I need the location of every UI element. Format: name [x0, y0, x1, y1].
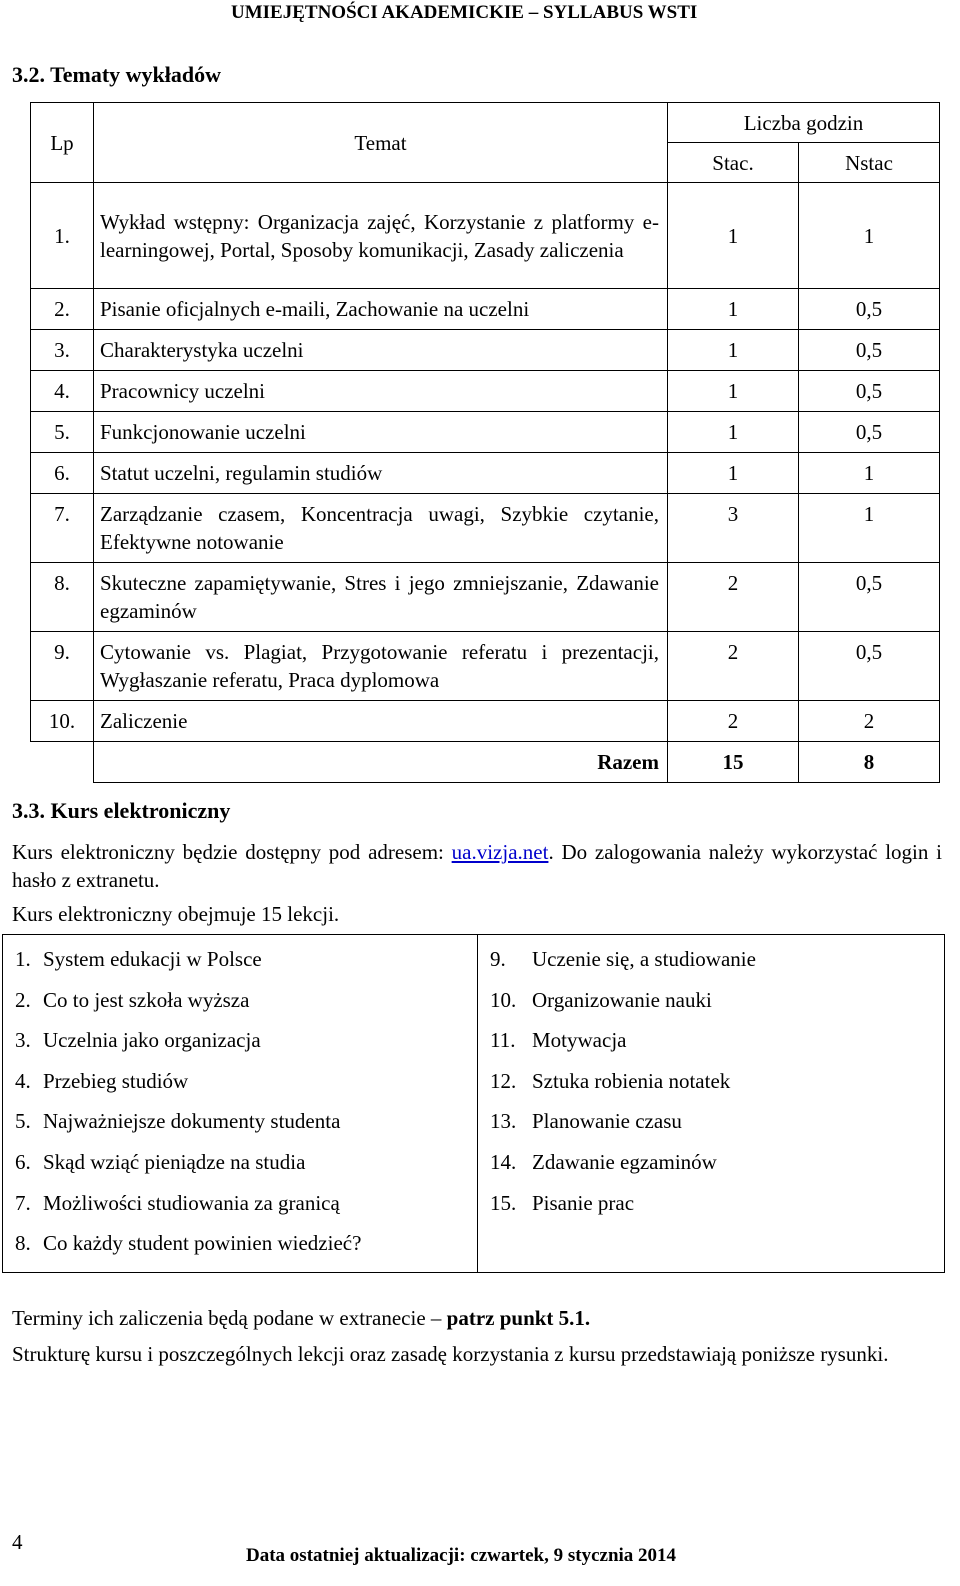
page-header: UMIEJĘTNOŚCI AKADEMICKIE – SYLLABUS WSTI — [231, 2, 698, 23]
section-title-lectures: 3.2. Tematy wykładów — [12, 62, 222, 87]
row-lp: 6. — [31, 453, 94, 494]
table-header-row — [31, 103, 940, 143]
section-title-course: 3.3. Kurs elektroniczny — [12, 798, 231, 823]
list-item — [3, 1231, 477, 1272]
lesson-number: 6. — [15, 1149, 31, 1174]
list-item — [3, 947, 477, 988]
row-stac: 1 — [668, 453, 799, 494]
closing-reference: patrz punkt 5.1. — [446, 1306, 591, 1330]
row-topic: Cytowanie vs. Plagiat, Przygotowanie referatu i prezentacji, Wygłaszanie referatu, Praca dyplomowa — [94, 632, 668, 701]
row-lp: 2. — [31, 289, 94, 330]
row-topic: Zarządzanie czasem, Koncentracja uwagi, Szybkie czytanie, Efektywne notowanie — [94, 494, 668, 563]
lesson-number: 4. — [15, 1068, 31, 1093]
list-item — [478, 988, 944, 1029]
row-nstac: 0,5 — [799, 412, 940, 453]
row-nstac: 0,5 — [799, 563, 940, 632]
lesson-number: 7. — [15, 1190, 31, 1215]
lesson-title: Możliwości studiowania za granicą — [43, 1190, 340, 1215]
closing-paragraph-2: Strukturę kursu i poszczególnych lekcji oraz zasadę korzystania z kursu przedstawiają poniższe rysunki. — [12, 1342, 889, 1366]
lesson-title: Co każdy student powinien wiedzieć? — [43, 1231, 362, 1256]
lesson-number: 8. — [15, 1231, 31, 1256]
lesson-title: Sztuka robienia notatek — [532, 1068, 731, 1093]
row-lp: 4. — [31, 371, 94, 412]
row-nstac: 1 — [799, 453, 940, 494]
list-item — [3, 1191, 477, 1232]
row-lp: 7. — [31, 494, 94, 563]
row-stac: 3 — [668, 494, 799, 563]
row-topic: Wykład wstępny: Organizacja zajęć, Korzystanie z platformy e-learningowej, Portal, Sposoby komunikacji, Zasady zaliczenia — [94, 183, 668, 289]
lesson-title: Skąd wziąć pieniądze na studia — [43, 1149, 306, 1174]
row-stac: 1 — [668, 330, 799, 371]
list-item — [478, 1028, 944, 1069]
table-row — [31, 494, 940, 563]
table-row — [31, 330, 940, 371]
row-stac: 1 — [668, 371, 799, 412]
row-stac: 1 — [668, 412, 799, 453]
list-item — [478, 1150, 944, 1191]
list-item — [3, 1028, 477, 1069]
row-lp: 9. — [31, 632, 94, 701]
row-stac: 2 — [668, 632, 799, 701]
row-nstac: 1 — [799, 494, 940, 563]
course-paragraph — [12, 838, 942, 894]
course-text-start: Kurs elektroniczny będzie dostępny pod adresem: — [12, 840, 452, 864]
total-label: Razem — [94, 742, 668, 783]
course-lesson-count: Kurs elektroniczny obejmuje 15 lekcji. — [12, 902, 340, 926]
lesson-number: 1. — [15, 947, 31, 971]
row-lp: 3. — [31, 330, 94, 371]
table-row — [31, 289, 940, 330]
list-item — [3, 1069, 477, 1110]
lessons-right-column — [478, 935, 945, 1273]
row-lp: 10. — [31, 701, 94, 742]
row-lp: 5. — [31, 412, 94, 453]
lesson-title: Planowanie czasu — [532, 1109, 682, 1134]
lesson-number: 3. — [15, 1028, 31, 1053]
row-lp: 1. — [31, 183, 94, 289]
lessons-left-column — [3, 935, 478, 1273]
lesson-number: 15. — [490, 1190, 517, 1215]
column-header-topic: Temat — [94, 103, 668, 183]
column-header-nstac: Nstac — [799, 143, 940, 183]
table-row — [31, 632, 940, 701]
lesson-number: 11. — [490, 1028, 516, 1053]
row-topic: Zaliczenie — [94, 701, 668, 742]
course-text-end: . Do zalogowania należy wykorzystać login i hasło z extranetu. — [12, 840, 942, 892]
table-row — [31, 453, 940, 494]
row-lp: 8. — [31, 563, 94, 632]
row-nstac: 1 — [799, 183, 940, 289]
lesson-number: 5. — [15, 1109, 31, 1134]
lesson-number: 2. — [15, 987, 31, 1012]
lesson-title: Motywacja — [532, 1028, 627, 1053]
row-stac: 1 — [668, 289, 799, 330]
lesson-title: Najważniejsze dokumenty studenta — [43, 1109, 341, 1134]
row-stac: 1 — [668, 183, 799, 289]
lectures-table — [30, 102, 940, 783]
course-url-link[interactable]: ua.vizja.net — [451, 840, 549, 864]
lesson-number: 13. — [490, 1109, 517, 1134]
lesson-title: Uczenie się, a studiowanie — [532, 947, 756, 971]
lesson-title: Uczelnia jako organizacja — [43, 1028, 261, 1053]
list-item — [478, 1191, 944, 1232]
column-header-stac: Stac. — [668, 143, 799, 183]
row-topic: Statut uczelni, regulamin studiów — [94, 453, 668, 494]
column-header-hours: Liczba godzin — [668, 103, 940, 143]
row-topic: Pracownicy uczelni — [94, 371, 668, 412]
total-stac: 15 — [668, 742, 799, 783]
page-number: 4 — [12, 1530, 23, 1554]
lessons-table — [2, 934, 945, 1273]
lesson-title: Co to jest szkoła wyższa — [43, 987, 250, 1012]
row-nstac: 2 — [799, 701, 940, 742]
total-spacer — [31, 742, 94, 783]
list-item — [478, 1109, 944, 1150]
lesson-title: Pisanie prac — [532, 1190, 635, 1215]
list-item — [3, 1150, 477, 1191]
closing-paragraph-1 — [12, 1304, 590, 1332]
lesson-number: 10. — [490, 987, 517, 1012]
lesson-number: 12. — [490, 1068, 517, 1093]
list-item — [478, 1069, 944, 1110]
lesson-number: 9. — [490, 947, 506, 971]
row-nstac: 0,5 — [799, 330, 940, 371]
lesson-title: System edukacji w Polsce — [43, 947, 262, 971]
table-row — [31, 701, 940, 742]
row-stac: 2 — [668, 701, 799, 742]
table-row — [31, 371, 940, 412]
lesson-title: Organizowanie nauki — [532, 987, 712, 1012]
lesson-title: Zdawanie egzaminów — [532, 1149, 717, 1174]
list-item — [3, 1109, 477, 1150]
closing-text: Terminy ich zaliczenia będą podane w extranecie – — [12, 1306, 447, 1330]
row-nstac: 0,5 — [799, 371, 940, 412]
list-item — [478, 947, 944, 988]
row-nstac: 0,5 — [799, 289, 940, 330]
row-topic: Pisanie oficjalnych e-maili, Zachowanie na uczelni — [94, 289, 668, 330]
row-topic: Charakterystyka uczelni — [94, 330, 668, 371]
table-row — [31, 412, 940, 453]
table-row — [31, 183, 940, 289]
table-row — [31, 563, 940, 632]
column-header-lp: Lp — [31, 103, 94, 183]
list-item — [3, 988, 477, 1029]
lesson-number: 14. — [490, 1149, 517, 1174]
total-nstac: 8 — [799, 742, 940, 783]
table-total-row — [31, 742, 940, 783]
last-updated: Data ostatniej aktualizacji: czwartek, 9 stycznia 2014 — [246, 1545, 677, 1566]
lesson-title: Przebieg studiów — [43, 1068, 189, 1093]
row-nstac: 0,5 — [799, 632, 940, 701]
row-topic: Skuteczne zapamiętywanie, Stres i jego zmniejszanie, Zdawanie egzaminów — [94, 563, 668, 632]
row-stac: 2 — [668, 563, 799, 632]
row-topic: Funkcjonowanie uczelni — [94, 412, 668, 453]
